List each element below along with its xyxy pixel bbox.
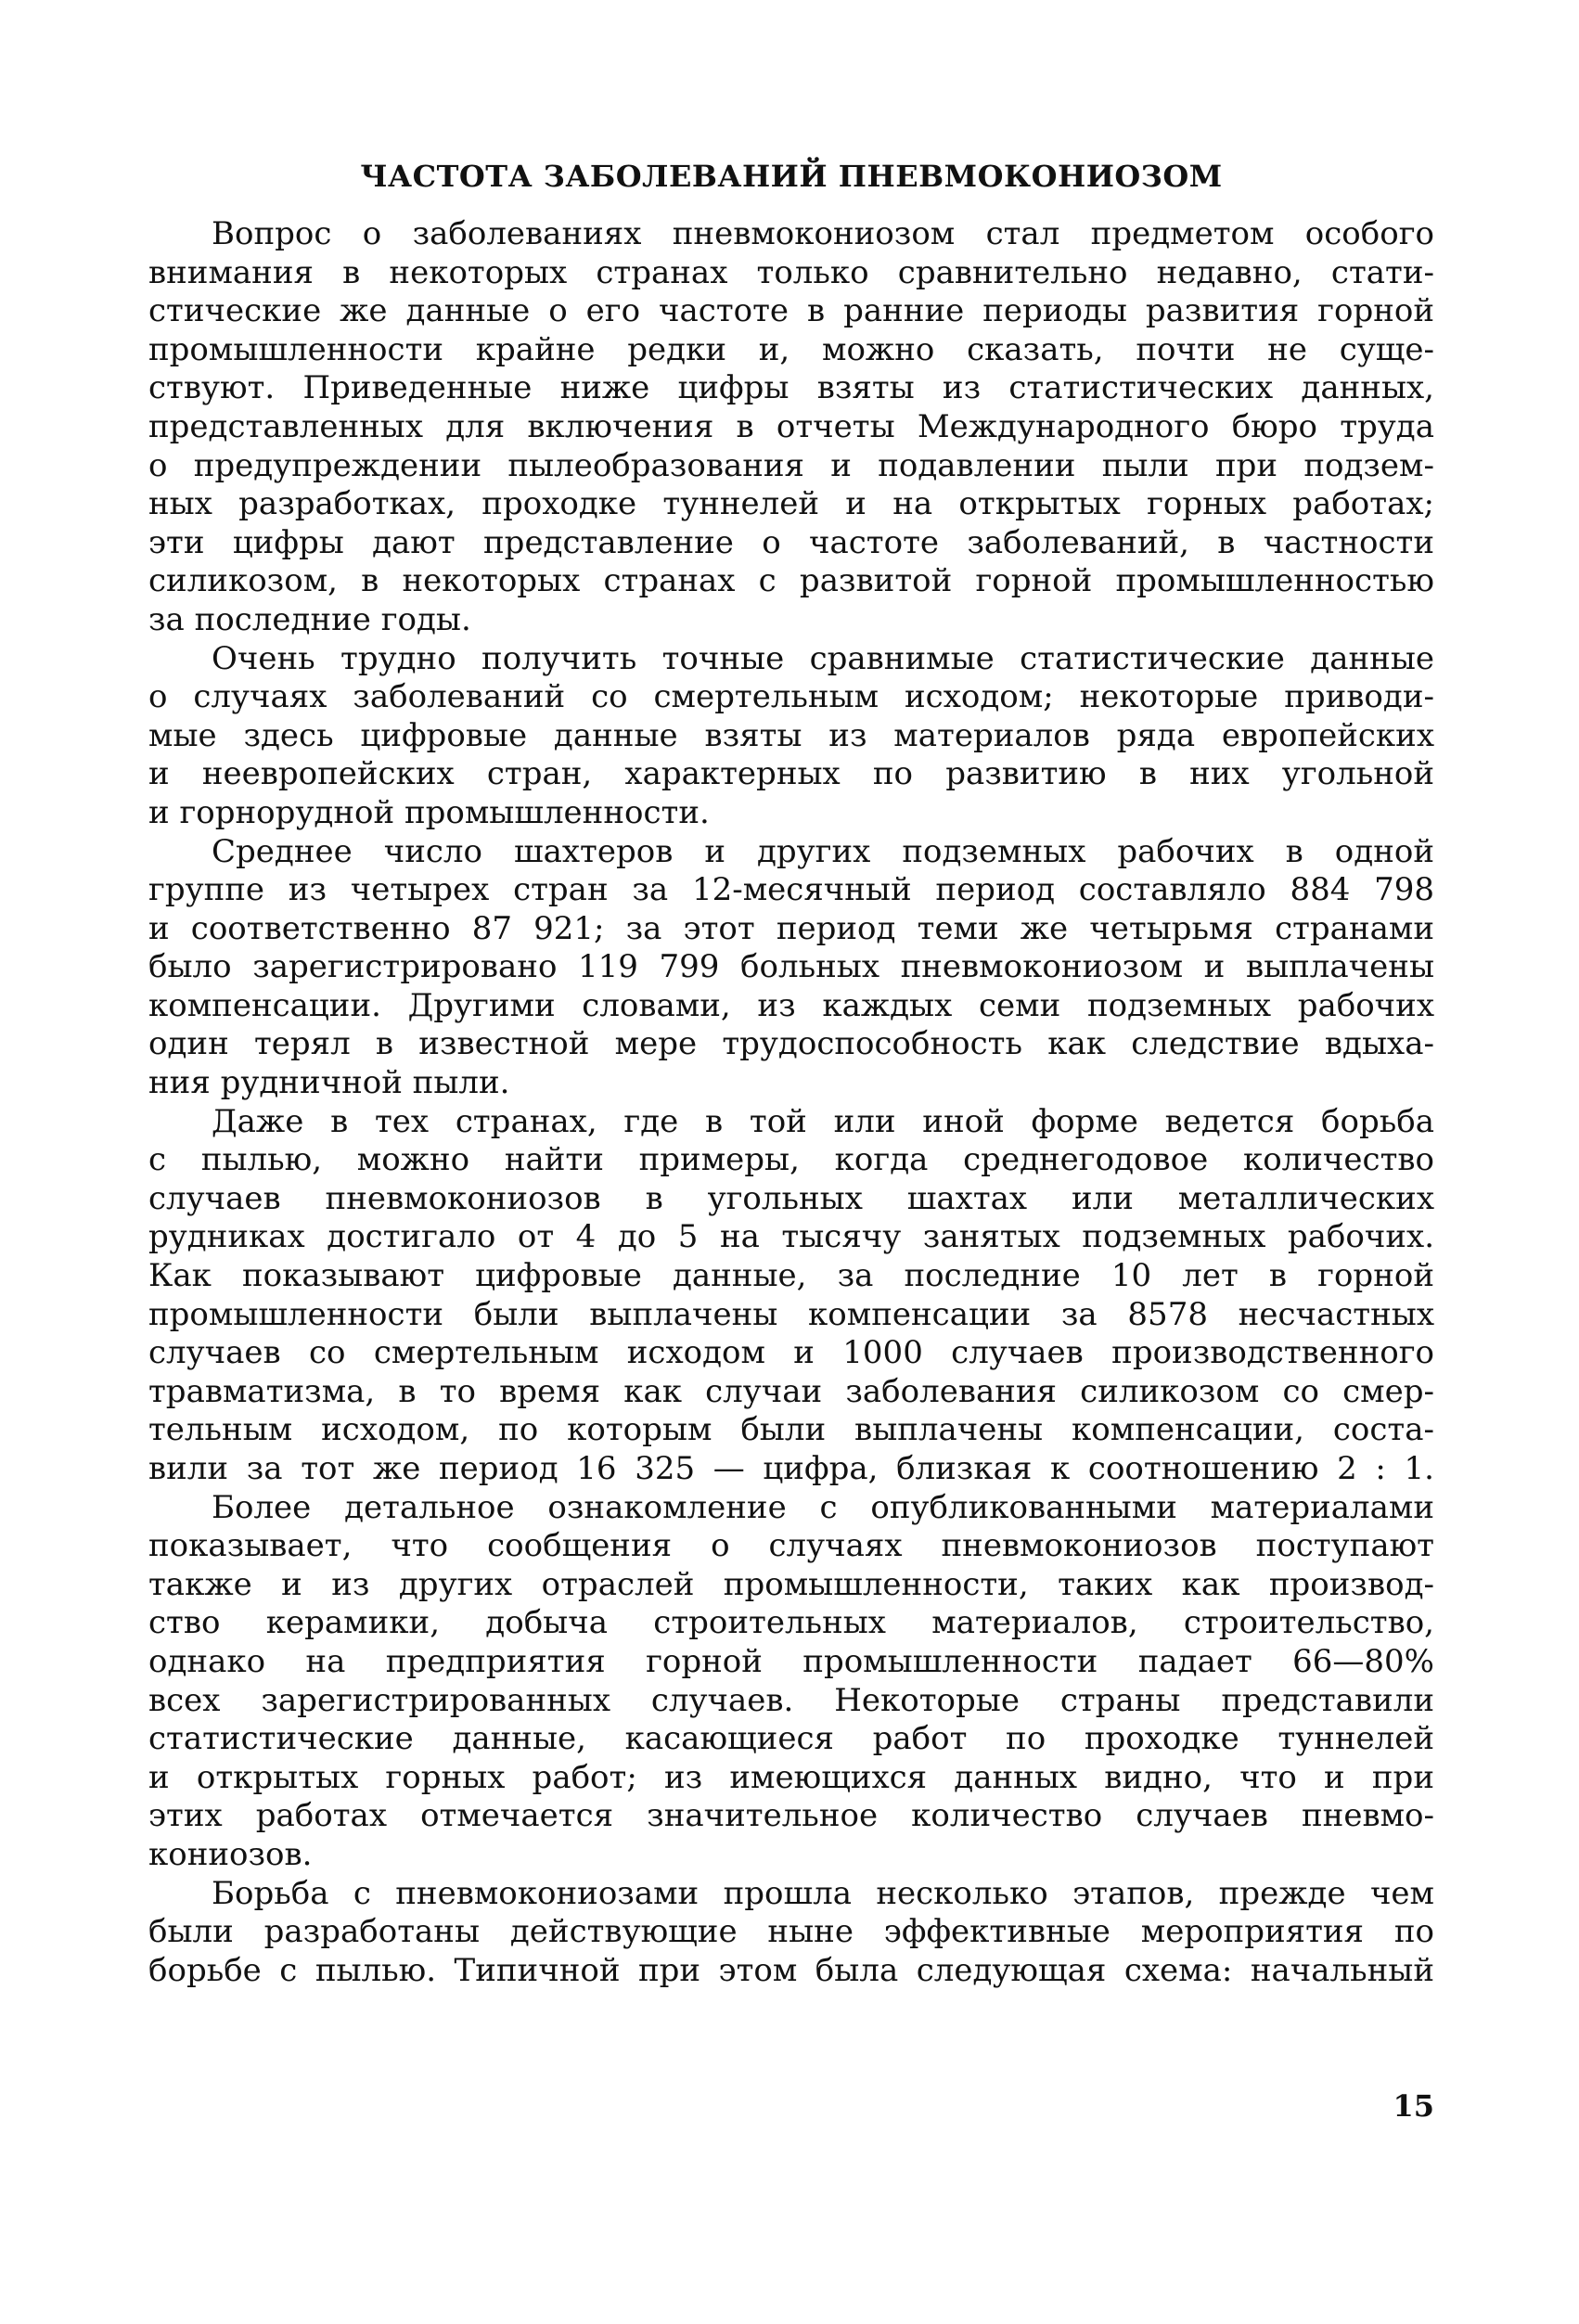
page-number: 15 xyxy=(1393,2088,1434,2124)
paragraph xyxy=(148,640,1434,833)
text-line: Даже в тех странах, где в той или иной форме ведется борьба xyxy=(212,1102,1434,1140)
text-line: ствуют. Приведенные ниже цифры взяты из статистических данных, xyxy=(148,369,1434,407)
text-line: за последние годы. xyxy=(148,600,471,638)
text-line: случаев со смертельным исходом и 1000 случаев производственного xyxy=(148,1334,1434,1372)
text-line: ния рудничной пыли. xyxy=(148,1064,510,1102)
text-line: о предупреждении пылеобразования и подавлении пыли при подзем- xyxy=(148,446,1434,484)
text-line: Вопрос о заболеваниях пневмокониозом стал предметом особого xyxy=(212,215,1434,252)
text-line: борьбе с пылью. Типичной при этом была следующая схема: начальный xyxy=(148,1951,1434,1989)
text-line: с пылью, можно найти примеры, когда среднегодовое количество xyxy=(148,1141,1434,1179)
text-line: всех зарегистрированных случаев. Некоторые страны представили xyxy=(148,1681,1434,1719)
text-line: промышленности были выплачены компенсации за 8578 несчастных xyxy=(148,1295,1434,1333)
text-line: о случаях заболеваний со смертельным исходом; некоторые приводи- xyxy=(148,678,1434,716)
text-line: статистические данные, касающиеся работ по проходке туннелей xyxy=(148,1720,1434,1758)
paragraph xyxy=(148,1875,1434,1991)
text-line: мые здесь цифровые данные взяты из материалов ряда европейских xyxy=(148,716,1434,754)
paragraph xyxy=(148,215,1434,640)
text-line: однако на предприятия горной промышленности падает 66—80% xyxy=(148,1642,1434,1680)
paragraph xyxy=(148,1103,1434,1489)
text-line: Как показывают цифровые данные, за последние 10 лет в горной xyxy=(148,1257,1434,1295)
text-line: показывает, что сообщения о случаях пневмокониозов поступают xyxy=(148,1527,1434,1565)
text-line: внимания в некоторых странах только сравнительно недавно, стати- xyxy=(148,253,1434,291)
text-line: тельным исходом, по которым были выплачены компенсации, соста- xyxy=(148,1411,1434,1449)
text-line: и неевропейских стран, характерных по развитию в них угольной xyxy=(148,755,1434,793)
text-line: также и из других отраслей промышленности, таких как производ- xyxy=(148,1565,1434,1603)
text-line: представленных для включения в отчеты Международного бюро труда xyxy=(148,407,1434,445)
text-line: Очень трудно получить точные сравнимые статистические данные xyxy=(212,639,1434,677)
text-line: рудниках достигало от 4 до 5 на тысячу занятых подземных рабочих. xyxy=(148,1218,1434,1256)
body-text xyxy=(148,215,1434,1990)
page-title: ЧАСТОТА ЗАБОЛЕВАНИЙ ПНЕВМОКОНИОЗОМ xyxy=(360,159,1223,194)
text-line: эти цифры дают представление о частоте заболеваний, в частности xyxy=(148,523,1434,561)
text-line: и открытых горных работ; из имеющихся данных видно, что и при xyxy=(148,1758,1434,1796)
paragraph xyxy=(148,1489,1434,1875)
text-line: группе из четырех стран за 12-месячный период составляло 884 798 xyxy=(148,871,1434,909)
text-line: и соответственно 87 921; за этот период теми же четырьмя странами xyxy=(148,909,1434,947)
text-line: силикозом, в некоторых странах с развитой горной промышленностью xyxy=(148,562,1434,600)
text-line: стические же данные о его частоте в ранние периоды развития горной xyxy=(148,292,1434,330)
text-line: случаев пневмокониозов в угольных шахтах или металлических xyxy=(148,1179,1434,1217)
text-line: и горнорудной промышленности. xyxy=(148,793,710,831)
text-line: Более детальное ознакомление с опубликованными материалами xyxy=(212,1488,1434,1526)
text-line: вили за тот же период 16 325 — цифра, близкая к соотношению 2 : 1. xyxy=(148,1450,1434,1487)
text-line: Борьба с пневмокониозами прошла несколько этапов, прежде чем xyxy=(212,1874,1434,1912)
text-line: один терял в известной мере трудоспособность как следствие вдыха- xyxy=(148,1025,1434,1063)
text-line: кониозов. xyxy=(148,1835,313,1873)
text-line: ство керамики, добыча строительных материалов, строительство, xyxy=(148,1604,1434,1642)
text-line: ных разработках, проходке туннелей и на открытых горных работах; xyxy=(148,485,1434,523)
paragraph xyxy=(148,833,1434,1103)
text-line: Среднее число шахтеров и других подземных рабочих в одной xyxy=(212,832,1434,870)
text-line: компенсации. Другими словами, из каждых семи подземных рабочих xyxy=(148,986,1434,1024)
text-line: этих работах отмечается значительное количество случаев пневмо- xyxy=(148,1797,1434,1835)
text-line: промышленности крайне редки и, можно сказать, почти не суще- xyxy=(148,330,1434,368)
text-line: травматизма, в то время как случаи заболевания силикозом со смер- xyxy=(148,1372,1434,1410)
text-line: было зарегистрировано 119 799 больных пневмокониозом и выплачены xyxy=(148,948,1434,986)
text-line: были разработаны действующие ныне эффективные мероприятия по xyxy=(148,1913,1434,1951)
